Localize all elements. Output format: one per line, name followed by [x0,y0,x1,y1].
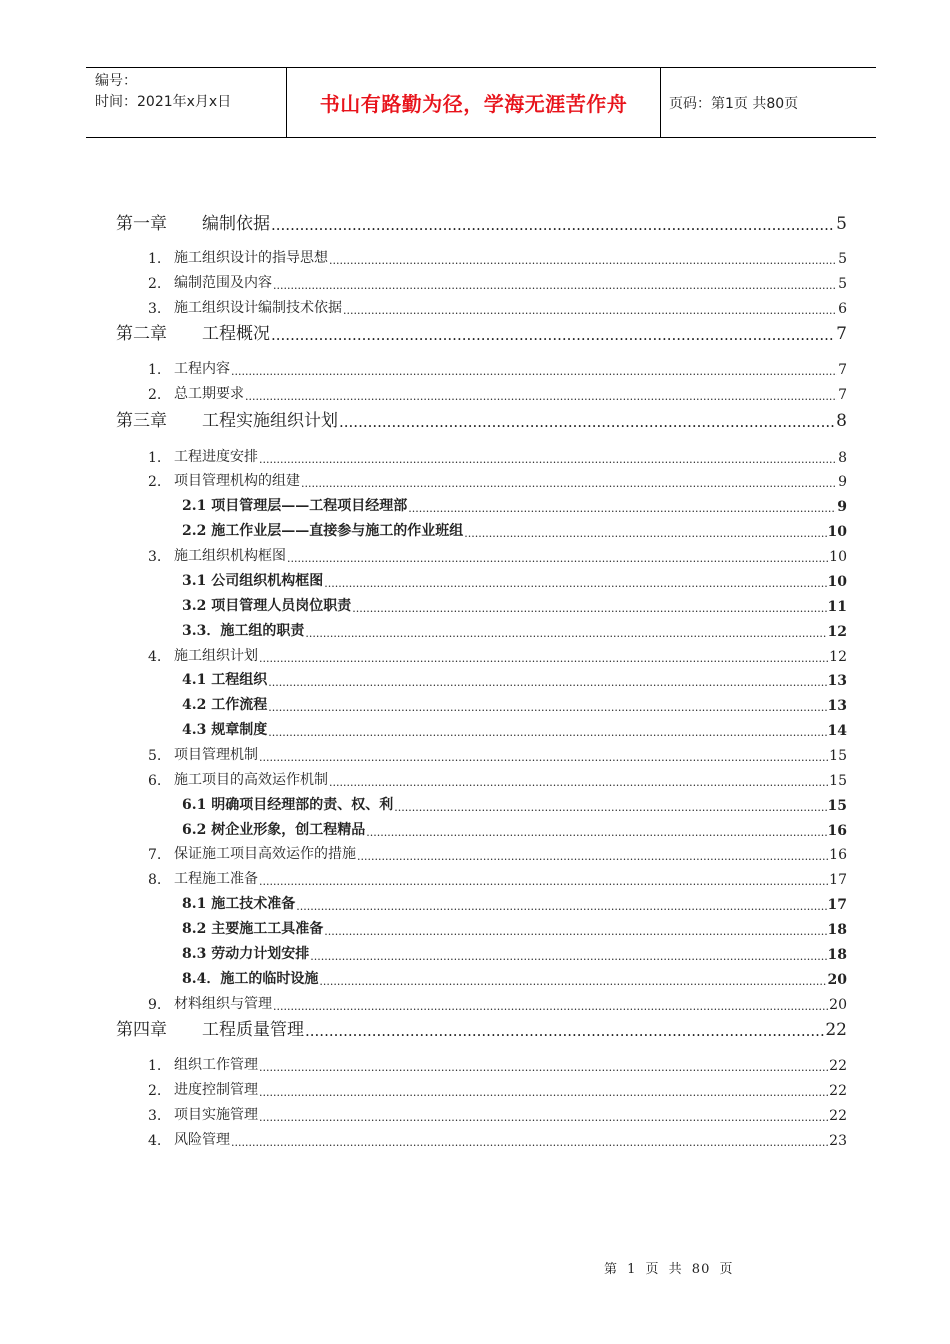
toc-entry-page: 10 [829,549,847,565]
toc-entry[interactable] [148,383,847,403]
toc-entry-page: 7 [838,362,847,378]
toc-entry-number: 6. [148,773,162,789]
toc-entry-title: 工程进度安排 [174,449,258,465]
toc-entry-number: 第四章 [116,1020,167,1040]
toc-entry[interactable] [148,446,847,466]
toc-entry[interactable] [148,247,847,267]
toc-entry-page: 18 [827,947,847,963]
toc-entry-page: 17 [829,872,847,888]
toc-entry-page: 9 [838,474,847,490]
toc-leader-dots [464,527,826,540]
toc-leader-dots [408,502,836,515]
toc-entry[interactable] [116,320,847,344]
toc-entry-number: 第二章 [116,324,167,344]
toc-entry-number: 4. [148,1133,162,1149]
toc-entry-title: 组织工作管理 [174,1057,258,1073]
toc-entry-title: 施工组织计划 [174,648,258,664]
toc-entry[interactable] [116,1016,847,1040]
toc-entry-title: 8.3 劳动力计划安排 [182,946,310,962]
toc-entry[interactable] [182,570,847,590]
toc-entry-number: 第一章 [116,214,167,234]
header-meta [86,68,287,137]
toc-entry-page: 22 [829,1083,847,1099]
toc-leader-dots [339,413,835,431]
toc-entry-page: 6 [838,301,847,317]
toc-entry-title: 项目管理机制 [174,747,258,763]
toc-entry-title: 总工期要求 [174,386,244,402]
toc-leader-dots [273,1000,828,1013]
toc-entry-title: 风险管理 [174,1132,230,1148]
toc-entry[interactable] [182,595,847,615]
toc-entry[interactable] [182,968,847,988]
toc-entry-page: 12 [829,649,847,665]
toc-entry[interactable] [148,358,847,378]
toc-entry[interactable] [148,1104,847,1124]
toc-entry-page: 10 [827,524,847,540]
toc-entry-number: 2. [148,1083,162,1099]
toc-entry[interactable] [182,794,847,814]
toc-entry-title: 工程概况 [202,324,270,344]
toc-entry-title: 8.4．施工的临时设施 [182,971,319,987]
document-time: 时间：2021年x月x日 [95,94,232,110]
toc-entry-number: 1. [148,362,162,378]
toc-entry-title: 工程质量管理 [202,1020,304,1040]
toc-entry-title: 编制依据 [202,214,270,234]
toc-entry-page: 10 [827,574,847,590]
toc-entry-page: 11 [827,599,847,615]
toc-entry-page: 16 [827,823,847,839]
header-motto: 书山有路勤为径，学海无涯苦作舟 [287,68,661,137]
toc-entry-title: 6.2 树企业形象，创工程精品 [182,822,366,838]
toc-entry-page: 8 [838,450,847,466]
toc-leader-dots [268,701,826,714]
toc-leader-dots [231,365,837,378]
toc-entry[interactable] [148,769,847,789]
page-header [86,67,876,138]
toc-entry-title: 2.2 施工作业层——直接参与施工的作业班组 [182,523,464,539]
toc-entry-number: 1. [148,450,162,466]
toc-entry-page: 22 [825,1020,847,1040]
toc-leader-dots [305,1022,824,1040]
toc-entry-page: 16 [829,847,847,863]
toc-entry-page: 9 [837,499,847,515]
toc-entry-title: 施工组织设计的指导思想 [174,250,328,266]
toc-entry-title: 3.3．施工组的职责 [182,623,305,639]
toc-entry-title: 工程内容 [174,361,230,377]
toc-entry-page: 12 [827,624,847,640]
toc-entry-title: 进度控制管理 [174,1082,258,1098]
toc-leader-dots [259,652,828,665]
toc-entry-number: 2. [148,276,162,292]
toc-entry-title: 施工组织设计编制技术依据 [174,300,342,316]
toc-entry-page: 14 [827,723,847,739]
toc-entry-page: 15 [829,748,847,764]
toc-entry-title: 材料组织与管理 [174,996,272,1012]
toc-entry-number: 4. [148,649,162,665]
toc-entry-page: 5 [838,251,847,267]
toc-leader-dots [259,1061,828,1074]
header-page-info: 页码：第1页 共80页 [669,95,799,112]
toc-entry[interactable] [148,744,847,764]
toc-entry-number: 2. [148,474,162,490]
toc-entry[interactable] [116,210,847,234]
toc-entry-number: 1. [148,1058,162,1074]
toc-entry-title: 工程实施组织计划 [202,411,338,431]
toc-entry[interactable] [148,843,847,863]
toc-leader-dots [329,254,837,267]
toc-entry-number: 第三章 [116,411,167,431]
toc-leader-dots [305,627,826,640]
toc-entry[interactable] [182,620,847,640]
toc-entry-page: 13 [827,673,847,689]
toc-entry[interactable] [182,918,847,938]
toc-entry-page: 22 [829,1108,847,1124]
toc-entry-page: 7 [838,387,847,403]
toc-leader-dots [259,751,828,764]
toc-entry-number: 8. [148,872,162,888]
toc-entry-page: 17 [827,897,847,913]
toc-entry-title: 保证施工项目高效运作的措施 [174,846,356,862]
toc-leader-dots [271,216,835,234]
toc-entry-page: 15 [829,773,847,789]
toc-entry-page: 20 [829,997,847,1013]
toc-entry-title: 3.1 公司组织机构框图 [182,573,324,589]
toc-entry-title: 编制范围及内容 [174,275,272,291]
toc-entry-title: 2.1 项目管理层——工程项目经理部 [182,498,408,514]
toc-entry[interactable] [148,545,847,565]
toc-leader-dots [357,850,828,863]
toc-entry[interactable] [182,893,847,913]
toc-leader-dots [296,900,826,913]
toc-leader-dots [259,1086,828,1099]
page-footer: 第 1 页 共 80 页 [604,1262,734,1277]
toc-entry-title: 8.2 主要施工工具准备 [182,921,324,937]
toc-entry-page: 5 [836,214,847,234]
document-code: 编号： [95,73,137,89]
toc-entry-page: 23 [829,1133,847,1149]
toc-entry-title: 项目管理机构的组建 [174,473,300,489]
toc-entry-page: 15 [827,798,847,814]
toc-entry-page: 13 [827,698,847,714]
toc-entry-number: 2. [148,387,162,403]
toc-entry-title: 8.1 施工技术准备 [182,896,296,912]
toc-leader-dots [287,552,828,565]
toc-leader-dots [231,1136,828,1149]
toc-leader-dots [271,326,835,344]
toc-leader-dots [394,801,826,814]
toc-entry-number: 3. [148,301,162,317]
toc-entry[interactable] [148,868,847,888]
toc-entry[interactable] [116,407,847,431]
toc-leader-dots [259,453,837,466]
toc-entry[interactable] [148,1079,847,1099]
toc-entry-title: 6.1 明确项目经理部的责、权、利 [182,797,394,813]
toc-leader-dots [329,776,828,789]
toc-leader-dots [268,726,826,739]
toc-entry-page: 5 [838,276,847,292]
toc-entry-number: 1. [148,251,162,267]
toc-leader-dots [268,676,826,689]
toc-leader-dots [343,304,837,317]
toc-leader-dots [273,279,837,292]
toc-entry-page: 22 [829,1058,847,1074]
toc-entry-title: 施工组织机构框图 [174,548,286,564]
toc-leader-dots [324,925,826,938]
toc-entry-page: 20 [827,972,847,988]
toc-entry[interactable] [182,719,847,739]
toc-leader-dots [259,875,828,888]
toc-entry-number: 9. [148,997,162,1013]
toc-entry[interactable] [182,520,847,540]
toc-entry-page: 18 [827,922,847,938]
toc-leader-dots [310,950,826,963]
toc-entry[interactable] [148,645,847,665]
toc-entry-number: 5. [148,748,162,764]
toc-leader-dots [301,477,837,490]
toc-leader-dots [352,602,826,615]
toc-leader-dots [366,826,826,839]
toc-entry-title: 项目实施管理 [174,1107,258,1123]
toc-entry-number: 3. [148,549,162,565]
toc-entry-page: 7 [836,324,847,344]
toc-entry-title: 施工项目的高效运作机制 [174,772,328,788]
toc-leader-dots [259,1111,828,1124]
toc-entry-page: 8 [836,411,847,431]
toc-leader-dots [245,390,837,403]
toc-entry[interactable] [148,272,847,292]
toc-entry[interactable] [148,993,847,1013]
toc-entry[interactable] [182,669,847,689]
toc-leader-dots [324,577,826,590]
toc-entry[interactable] [182,694,847,714]
toc-entry[interactable] [182,495,847,515]
toc-entry[interactable] [182,943,847,963]
toc-entry-number: 3. [148,1108,162,1124]
toc-entry-title: 4.1 工程组织 [182,672,268,688]
toc-entry-title: 工程施工准备 [174,871,258,887]
toc-entry-title: 4.2 工作流程 [182,697,268,713]
toc-entry[interactable] [148,1054,847,1074]
toc-leader-dots [319,975,826,988]
toc-entry[interactable] [148,1129,847,1149]
toc-entry-title: 3.2 项目管理人员岗位职责 [182,598,352,614]
toc-entry-number: 7. [148,847,162,863]
toc-entry[interactable] [148,297,847,317]
toc-entry[interactable] [182,819,847,839]
toc-entry-title: 4.3 规章制度 [182,722,268,738]
toc-entry[interactable] [148,470,847,490]
